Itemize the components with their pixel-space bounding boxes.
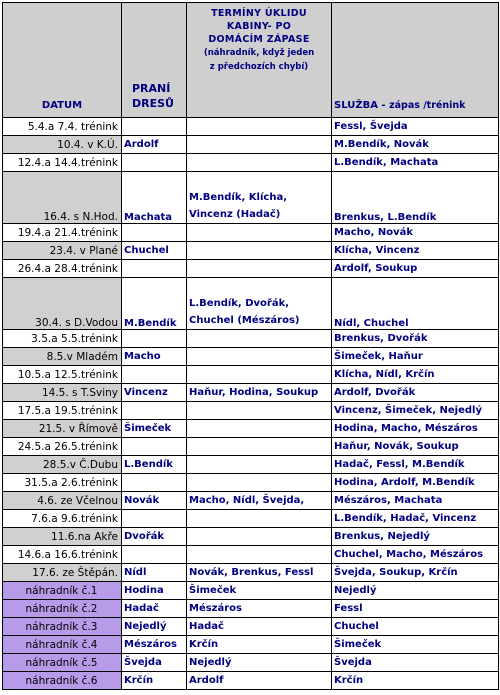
date-cell: 3.5.a 5.5.trénink <box>3 330 122 348</box>
header-terminy-line2: KABINY- PO <box>226 21 292 32</box>
locker-cleaning-cell <box>187 510 332 528</box>
date-cell: 19.4.a 21.4.trénink <box>3 224 122 242</box>
locker-cleaning-cell: Novák, Brenkus, Fessl <box>187 564 332 582</box>
table-row <box>3 224 499 242</box>
jersey-wash-cell: Švejda <box>122 654 187 672</box>
locker-cleaning-cell <box>187 224 332 242</box>
date-cell: 8.5.v Mladém <box>3 348 122 366</box>
jersey-wash-cell <box>122 154 187 172</box>
table-row <box>3 330 499 348</box>
date-cell: 5.4.a 7.4. trénink <box>3 118 122 136</box>
locker-cleaning-cell: Ardolf <box>187 672 332 690</box>
date-cell: 4.6. ze Včelnou <box>3 492 122 510</box>
table-row <box>3 154 499 172</box>
duty-cell: Mészáros, Machata <box>332 492 499 510</box>
header-sluzba <box>332 3 499 118</box>
date-cell: 21.5. v Římově <box>3 420 122 438</box>
jersey-wash-cell <box>122 366 187 384</box>
duty-cell: M.Bendík, Novák <box>332 136 499 154</box>
locker-cleaning-cell <box>187 366 332 384</box>
locker-cleaning-cell: Mészáros <box>187 600 332 618</box>
duty-cell: Haňur, Novák, Soukup <box>332 438 499 456</box>
jersey-wash-cell: Nejedlý <box>122 618 187 636</box>
locker-cleaning-cell: Macho, Nídl, Švejda, <box>187 492 332 510</box>
substitute-row <box>3 636 499 654</box>
table-row <box>3 420 499 438</box>
jersey-wash-cell: Dvořák <box>122 528 187 546</box>
table-row <box>3 474 499 492</box>
substitute-label-cell: náhradník č.3 <box>3 618 122 636</box>
locker-cleaning-cell: Krčín <box>187 636 332 654</box>
jersey-wash-cell: Macho <box>122 348 187 366</box>
locker-cleaning-cell: Hadač <box>187 618 332 636</box>
duty-cell: Hodina, Macho, Mészáros <box>332 420 499 438</box>
duty-cell: Brenkus, Nejedlý <box>332 528 499 546</box>
date-cell: 23.4. v Plané <box>3 242 122 260</box>
substitute-label-cell: náhradník č.5 <box>3 654 122 672</box>
header-prani <box>122 3 187 118</box>
locker-cleaning-cell <box>187 474 332 492</box>
header-terminy <box>187 3 332 118</box>
table-row <box>3 456 499 474</box>
duty-cell: Klícha, Nídl, Krčín <box>332 366 499 384</box>
locker-cleaning-cell <box>187 402 332 420</box>
table-row <box>3 510 499 528</box>
locker-cleaning-cell <box>187 420 332 438</box>
jersey-wash-cell: Nídl <box>122 564 187 582</box>
locker-cleaning-cell <box>187 118 332 136</box>
date-cell: 10.4. v K.Ú. <box>3 136 122 154</box>
substitute-label-cell: náhradník č.4 <box>3 636 122 654</box>
date-cell: 28.5.v Č.Dubu <box>3 456 122 474</box>
jersey-wash-cell <box>122 330 187 348</box>
duty-cell: Švejda, Soukup, Krčín <box>332 564 499 582</box>
date-cell: 30.4. s D.Vodou <box>3 278 122 330</box>
header-terminy-line3: DOMÁCÍM ZÁPASE <box>208 34 310 45</box>
duty-cell: Chuchel, Macho, Mészáros <box>332 546 499 564</box>
duty-cell: Hodina, Ardolf, M.Bendík <box>332 474 499 492</box>
header-sluzba-sub: zápas /trénink <box>389 100 466 111</box>
jersey-wash-cell: Hodina <box>122 582 187 600</box>
duty-cell: Nejedlý <box>332 582 499 600</box>
table-row <box>3 402 499 420</box>
locker-cleaning-cell <box>187 546 332 564</box>
substitute-row <box>3 672 499 690</box>
table-row <box>3 278 499 330</box>
locker-cleaning-cell <box>187 348 332 366</box>
date-cell: 11.6.na Akře <box>3 528 122 546</box>
jersey-wash-cell <box>122 118 187 136</box>
substitute-label-cell: náhradník č.2 <box>3 600 122 618</box>
duty-cell: Šimeček, Haňur <box>332 348 499 366</box>
table-row <box>3 348 499 366</box>
date-cell: 7.6.a 9.6.trénink <box>3 510 122 528</box>
schedule-body <box>3 118 499 690</box>
locker-cleaning-cell <box>187 330 332 348</box>
date-cell: 14.6.a 16.6.trénink <box>3 546 122 564</box>
locker-cleaning-cell: Šimeček <box>187 582 332 600</box>
substitute-label-cell: náhradník č.1 <box>3 582 122 600</box>
duty-cell: Chuchel <box>332 618 499 636</box>
schedule-table <box>2 2 499 690</box>
header-prani-line2: DRESŮ <box>132 97 174 110</box>
date-cell: 16.4. s N.Hod. <box>3 172 122 224</box>
header-terminy-line4: (náhradník, když jeden <box>203 48 315 58</box>
duty-cell: Krčín <box>332 672 499 690</box>
duty-cell: Brenkus, Dvořák <box>332 330 499 348</box>
date-cell: 12.4.a 14.4.trénink <box>3 154 122 172</box>
header-sluzba-label: SLUŽBA - <box>334 100 386 111</box>
header-datum <box>3 3 122 118</box>
table-row <box>3 260 499 278</box>
table-row <box>3 172 499 224</box>
jersey-wash-cell: Machata <box>122 172 187 224</box>
date-cell: 10.5.a 12.5.trénink <box>3 366 122 384</box>
duty-cell: Ardolf, Soukup <box>332 260 499 278</box>
substitute-row <box>3 600 499 618</box>
date-cell: 14.5. s T.Sviny <box>3 384 122 402</box>
duty-cell: Klícha, Vincenz <box>332 242 499 260</box>
duty-cell: L.Bendík, Machata <box>332 154 499 172</box>
table-row <box>3 546 499 564</box>
locker-cleaning-cell: M.Bendík, Klícha, Vincenz (Hadač) <box>187 172 332 224</box>
locker-cleaning-cell <box>187 136 332 154</box>
duty-cell: Nídl, Chuchel <box>332 278 499 330</box>
duty-cell: Ardolf, Dvořák <box>332 384 499 402</box>
jersey-wash-cell: L.Bendík <box>122 456 187 474</box>
jersey-wash-cell: Šimeček <box>122 420 187 438</box>
date-cell: 17.5.a 19.5.trénink <box>3 402 122 420</box>
duty-cell: Fessl, Švejda <box>332 118 499 136</box>
duty-cell: L.Bendík, Hadač, Vincenz <box>332 510 499 528</box>
duty-cell: Brenkus, L.Bendík <box>332 172 499 224</box>
table-row <box>3 242 499 260</box>
duty-cell: Vincenz, Šimeček, Nejedlý <box>332 402 499 420</box>
jersey-wash-cell: M.Bendík <box>122 278 187 330</box>
jersey-wash-cell: Novák <box>122 492 187 510</box>
date-cell: 31.5.a 2.6.trénink <box>3 474 122 492</box>
duty-cell: Švejda <box>332 654 499 672</box>
table-row <box>3 118 499 136</box>
jersey-wash-cell <box>122 224 187 242</box>
jersey-wash-cell <box>122 438 187 456</box>
duty-cell: Hadač, Fessl, M.Bendík <box>332 456 499 474</box>
substitute-row <box>3 618 499 636</box>
table-row <box>3 438 499 456</box>
table-row <box>3 528 499 546</box>
header-datum-label: DATUM <box>41 100 83 111</box>
jersey-wash-cell <box>122 546 187 564</box>
table-row <box>3 136 499 154</box>
table-row <box>3 492 499 510</box>
header-prani-line1: PRANÍ <box>132 82 171 95</box>
duty-cell: Šimeček <box>332 636 499 654</box>
jersey-wash-cell: Krčín <box>122 672 187 690</box>
jersey-wash-cell: Mészáros <box>122 636 187 654</box>
date-cell: 26.4.a 28.4.trénink <box>3 260 122 278</box>
jersey-wash-cell: Hadač <box>122 600 187 618</box>
locker-cleaning-cell <box>187 260 332 278</box>
jersey-wash-cell: Chuchel <box>122 242 187 260</box>
duty-cell: Macho, Novák <box>332 224 499 242</box>
header-terminy-line5: z předchozích chybí) <box>209 62 309 72</box>
header-row <box>3 3 499 118</box>
locker-cleaning-cell: Haňur, Hodina, Soukup <box>187 384 332 402</box>
date-cell: 24.5.a 26.5.trénink <box>3 438 122 456</box>
jersey-wash-cell <box>122 474 187 492</box>
table-row <box>3 384 499 402</box>
substitute-row <box>3 582 499 600</box>
date-cell: 17.6. ze Štěpán. <box>3 564 122 582</box>
locker-cleaning-cell <box>187 456 332 474</box>
jersey-wash-cell <box>122 260 187 278</box>
header-terminy-line1: TERMÍNY ÚKLIDU <box>211 8 307 19</box>
jersey-wash-cell <box>122 402 187 420</box>
table-row <box>3 366 499 384</box>
locker-cleaning-cell <box>187 528 332 546</box>
locker-cleaning-cell: Nejedlý <box>187 654 332 672</box>
jersey-wash-cell: Vincenz <box>122 384 187 402</box>
locker-cleaning-cell: L.Bendík, Dvořák, Chuchel (Mészáros) <box>187 278 332 330</box>
locker-cleaning-cell <box>187 242 332 260</box>
table-row <box>3 564 499 582</box>
jersey-wash-cell <box>122 510 187 528</box>
duty-cell: Fessl <box>332 600 499 618</box>
substitute-row <box>3 654 499 672</box>
substitute-label-cell: náhradník č.6 <box>3 672 122 690</box>
jersey-wash-cell: Ardolf <box>122 136 187 154</box>
locker-cleaning-cell <box>187 154 332 172</box>
locker-cleaning-cell <box>187 438 332 456</box>
